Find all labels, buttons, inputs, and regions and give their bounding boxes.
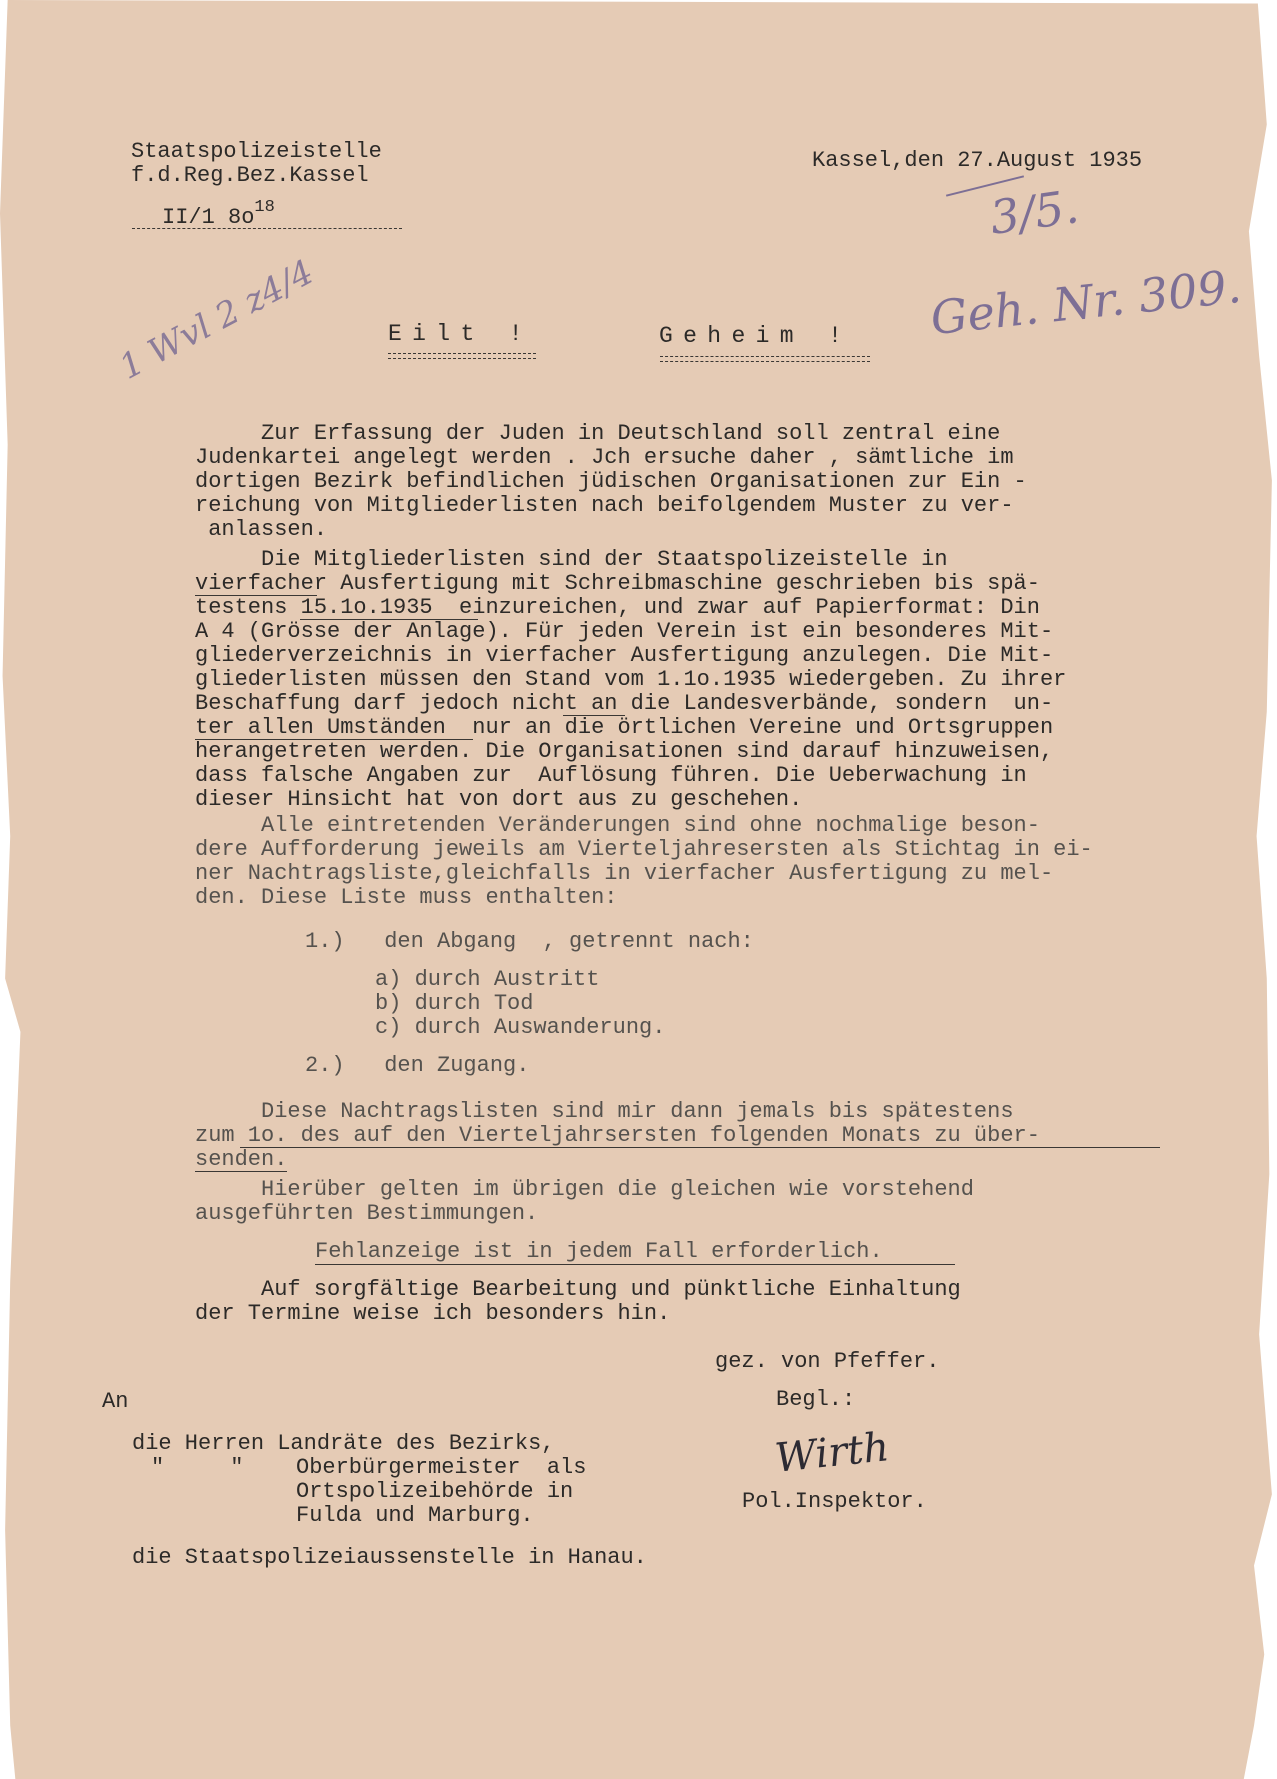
text-line: den. Diese Liste muss enthalten: bbox=[195, 885, 618, 910]
addressee-line: die Staatspolizeiaussenstelle in Hanau. bbox=[132, 1545, 647, 1570]
secret-marking: Geheim ! bbox=[659, 323, 853, 349]
underline-fehlanzeige bbox=[315, 1264, 955, 1265]
text-line: gliederverzeichnis in vierfacher Ausfertigung anzulegen. Die Mit- bbox=[195, 643, 1054, 668]
underline-date bbox=[300, 619, 478, 620]
list-item-zugang: 2.) den Zugang. bbox=[305, 1053, 530, 1078]
text-line: zum 1o. des auf den Vierteljahrsersten folgenden Monats zu über- bbox=[195, 1123, 1040, 1148]
inspector-title: Pol.Inspektor. bbox=[742, 1489, 927, 1514]
handwritten-date-note: 3/5. bbox=[986, 179, 1082, 245]
handwritten-signature: Wirth bbox=[772, 1424, 892, 1482]
urgent-marking: Eilt ! bbox=[388, 321, 533, 347]
text-line: dieser Hinsicht hat von dort aus zu geschehen. bbox=[195, 787, 803, 812]
addressee-line: Fulda und Marburg. bbox=[296, 1503, 534, 1528]
underline-senden bbox=[195, 1171, 287, 1172]
text-line: Diese Nachtragslisten sind mir dann jemals bis spätestens bbox=[195, 1099, 1014, 1124]
text-line: Alle eintretenden Veränderungen sind ohne nochmalige beson- bbox=[195, 813, 1040, 838]
text-line: ner Nachtragsliste,gleichfalls in vierfacher Ausfertigung zu mel- bbox=[195, 861, 1054, 886]
text-line: Auf sorgfältige Bearbeitung und pünktliche Einhaltung bbox=[195, 1277, 961, 1302]
underline-deadline bbox=[240, 1147, 1160, 1148]
certified-label: Begl.: bbox=[776, 1387, 856, 1412]
text-line: ausgeführten Bestimmungen. bbox=[195, 1201, 539, 1226]
sender-line-2: f.d.Reg.Bez.Kassel bbox=[131, 163, 369, 188]
place-date: Kassel,den 27.August 1935 bbox=[812, 148, 1143, 173]
file-reference bbox=[162, 196, 275, 230]
list-item-abgang: 1.) den Abgang , getrennt nach: bbox=[305, 929, 754, 954]
handwritten-margin-scribble: 1 Wvl 2 z4/4 bbox=[113, 252, 321, 388]
text-line: reichung von Mitgliederlisten nach beifolgendem Muster zu ver- bbox=[195, 493, 1014, 518]
sublist-item: b) durch Tod bbox=[375, 991, 534, 1016]
text-line: Beschaffung darf jedoch nicht an die Landesverbände, sondern un- bbox=[195, 691, 1054, 716]
text-line: anlassen. bbox=[195, 517, 328, 542]
text-line: ter allen Umständen nur an die örtlichen Vereine und Ortsgruppen bbox=[195, 715, 1054, 740]
text-line: dass falsche Angaben zur Auflösung führen. Die Ueberwachung in bbox=[195, 763, 1027, 788]
text-line: dere Aufforderung jeweils am Vierteljahresersten als Stichtag in ei- bbox=[195, 837, 1093, 862]
ditto-marks: " " bbox=[151, 1455, 244, 1480]
signed-by: gez. von Pfeffer. bbox=[715, 1349, 940, 1374]
sublist-item: a) durch Austritt bbox=[375, 967, 600, 992]
file-ref-main: II/1 8o bbox=[162, 205, 255, 230]
text-line: dortigen Bezirk befindlichen jüdischen Organisationen zur Ein - bbox=[195, 469, 1027, 494]
text-line: Hierüber gelten im übrigen die gleichen wie vorstehend bbox=[195, 1177, 974, 1202]
paragraph-6: Fehlanzeige ist in jedem Fall erforderlich. bbox=[315, 1239, 883, 1264]
urgent-double-underline bbox=[388, 353, 536, 359]
text-line: senden. bbox=[195, 1147, 288, 1172]
text-line: testens 15.1o.1935 einzureichen, und zwar auf Papierformat: Din bbox=[195, 595, 1040, 620]
text-line: der Termine weise ich besonders hin. bbox=[195, 1301, 671, 1326]
underline-vierfacher bbox=[195, 595, 317, 596]
underline-nicht bbox=[563, 715, 625, 716]
addressee-to: An bbox=[102, 1389, 129, 1414]
text-line: vierfacher Ausfertigung mit Schreibmaschine geschrieben bis spä- bbox=[195, 571, 1040, 596]
underline-umstaenden bbox=[195, 739, 473, 740]
text-line: A 4 (Grösse der Anlage). Für jeden Verein ist ein besonderes Mit- bbox=[195, 619, 1054, 644]
text-line: herangetreten werden. Die Organisationen sind darauf hinzuweisen, bbox=[195, 739, 1054, 764]
file-ref-underline bbox=[132, 228, 402, 229]
text-line: Judenkartei angelegt werden . Jch ersuche daher , sämtliche im bbox=[195, 445, 1014, 470]
text-line: Die Mitgliederlisten sind der Staatspolizeistelle in bbox=[195, 547, 948, 572]
file-ref-sup: 18 bbox=[254, 198, 275, 217]
secret-double-underline bbox=[660, 356, 870, 362]
handwritten-geh-number: Geh. Nr. 309. bbox=[928, 258, 1244, 346]
addressee-line: die Herren Landräte des Bezirks, bbox=[132, 1431, 555, 1456]
text-line: gliederlisten müssen den Stand vom 1.1o.1935 wiedergeben. Zu ihrer bbox=[195, 667, 1067, 692]
addressee-line: Oberbürgermeister als bbox=[296, 1455, 587, 1480]
addressee-line: Ortspolizeibehörde in bbox=[296, 1479, 574, 1504]
text-line: Zur Erfassung der Juden in Deutschland soll zentral eine bbox=[195, 421, 1001, 446]
sublist-item: c) durch Auswanderung. bbox=[375, 1015, 666, 1040]
sender-line-1: Staatspolizeistelle bbox=[131, 139, 382, 164]
